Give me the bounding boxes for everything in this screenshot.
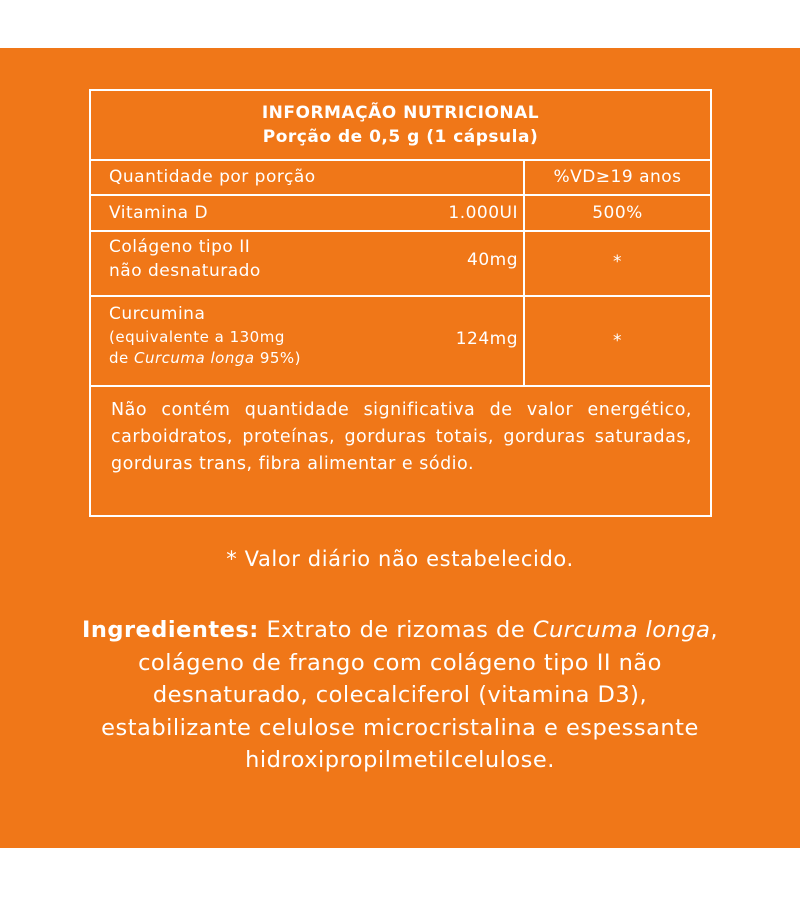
nutrient-name: Colágeno tipo II xyxy=(109,237,251,257)
nutrient-amount: 40mg xyxy=(467,250,518,270)
daily-value-note: * Valor diário não estabelecido. xyxy=(226,547,574,571)
divider xyxy=(91,194,710,196)
portion-text: Porção de 0,5 g (1 cápsula) xyxy=(262,127,539,147)
table-footnote: Não contém quantidade significativa de valor energético, carboidratos, proteínas, gorduras totais, gorduras saturadas, gorduras trans, fibra alimentar e sódio. xyxy=(111,400,692,474)
ingredients-text: Ingredientes: Extrato de rizomas de Curcuma longa, colágeno de frango com colágeno tipo II não desnaturado, colecalciferol (vitamina D3), estabilizante celulose microcristalina e espessante hidroxipropilmetilcelulose. xyxy=(81,617,719,774)
divider xyxy=(91,385,710,387)
divider xyxy=(91,295,710,297)
vd-header: %VD≥19 anos xyxy=(553,167,682,187)
nutrient-detail: (equivalente a 130mg xyxy=(109,328,285,346)
nutrient-vd: * xyxy=(613,331,622,351)
quantity-header: Quantidade por porção xyxy=(109,167,316,187)
column-divider xyxy=(523,159,525,386)
nutrient-name: Curcumina xyxy=(109,304,206,324)
nutrition-table xyxy=(89,89,712,517)
nutrient-name: não desnaturado xyxy=(109,261,261,281)
nutrient-name: Vitamina D xyxy=(109,203,209,223)
table-title: INFORMAÇÃO NUTRICIONAL xyxy=(261,103,540,123)
divider xyxy=(91,230,710,232)
nutrient-detail: de Curcuma longa 95%) xyxy=(109,349,302,367)
ingredients-label: Ingredientes: xyxy=(81,617,259,643)
nutrient-vd: * xyxy=(613,252,622,272)
divider xyxy=(91,159,710,161)
nutrient-amount: 124mg xyxy=(455,329,518,349)
nutrient-amount: 1.000UI xyxy=(448,203,518,223)
nutrition-panel xyxy=(0,48,800,848)
nutrient-vd: 500% xyxy=(592,203,643,223)
